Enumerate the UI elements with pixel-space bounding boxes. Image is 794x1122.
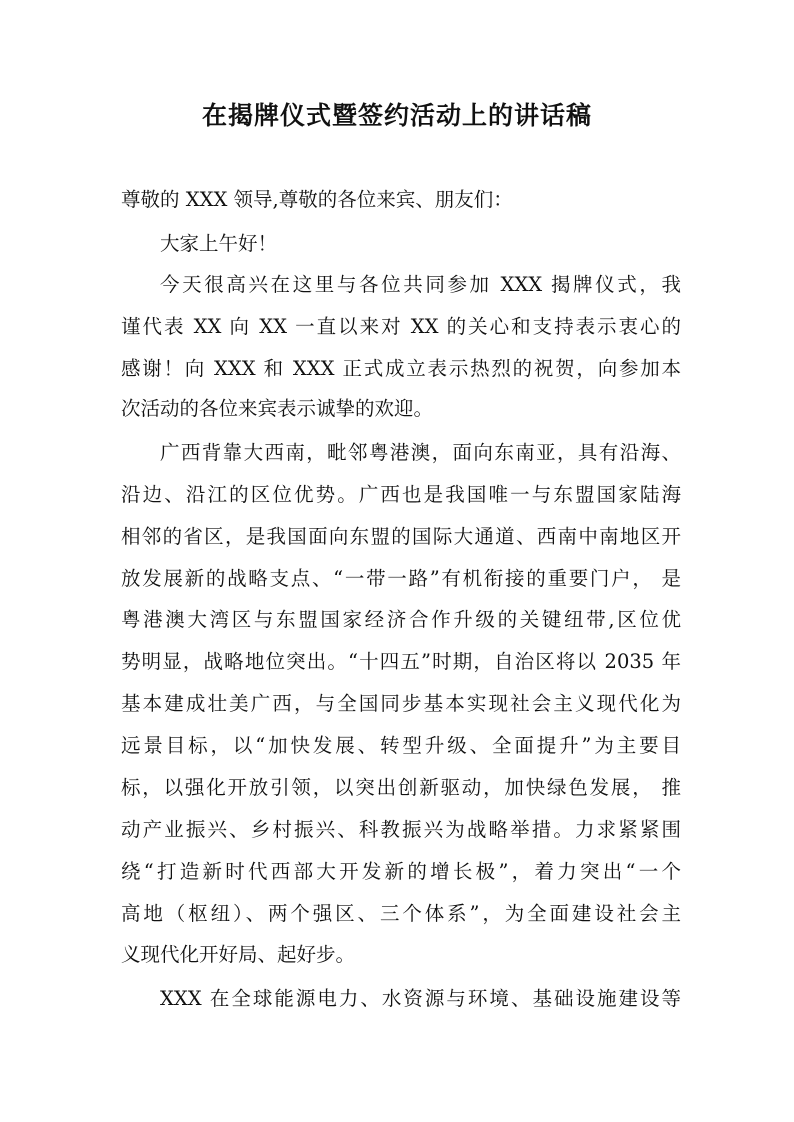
paragraph-2-line-7: 基本建成壮美广西，与全国同步基本实现社会主义现代化为 — [121, 692, 681, 715]
paragraph-2-line-3: 相邻的省区，是我国面向东盟的国际大通道、西南中南地区开 — [121, 525, 681, 548]
paragraph-1-line-2: 谨代表 XX 向 XX 一直以来对 XX 的关心和支持表示衷心的 — [121, 315, 681, 338]
paragraph-2-line-13: 义现代化开好局、起好步。 — [121, 943, 356, 966]
paragraph-2-line-4: 放发展新的战略支点、“一带一路”有机衔接的重要门户， 是 — [121, 567, 681, 590]
paragraph-2-line-5: 粤港澳大湾区与东盟国家经济合作升级的关键纽带,区位优 — [121, 608, 681, 631]
paragraph-1-line-1: 今天很高兴在这里与各位共同参加 XXX 揭牌仪式，我 — [160, 273, 681, 296]
paragraph-2-line-8: 远景目标，以“加快发展、转型升级、全面提升”为主要目 — [121, 734, 681, 757]
paragraph-2-line-12: 高地（枢纽）、两个强区、三个体系”，为全面建设社会主 — [121, 902, 681, 925]
paragraph-2-line-9: 标，以强化开放引领，以突出创新驱动，加快绿色发展， 推 — [121, 776, 681, 799]
paragraph-3-line-1: XXX 在全球能源电力、水资源与环境、基础设施建设等 — [160, 987, 681, 1010]
paragraph-2-line-6: 势明显，战略地位突出。“十四五”时期，自治区将以 2035 年 — [121, 650, 681, 673]
greeting-line: 大家上午好！ — [160, 232, 278, 255]
paragraph-2-line-11: 绕“打造新时代西部大开发新的增长极”，着力突出“一个 — [121, 860, 681, 883]
paragraph-2-line-2: 沿边、沿江的区位优势。广西也是我国唯一与东盟国家陆海 — [121, 483, 681, 506]
paragraph-2-line-10: 动产业振兴、乡村振兴、科教振兴为战略举措。力求紧紧围 — [121, 818, 681, 841]
paragraph-1-line-3: 感谢！向 XXX 和 XXX 正式成立表示热烈的祝贺，向参加本 — [121, 357, 681, 380]
document-title: 在揭牌仪式暨签约活动上的讲话稿 — [201, 101, 592, 130]
paragraph-1-line-4: 次活动的各位来宾表示诚挚的欢迎。 — [121, 397, 434, 420]
salutation-line: 尊敬的 XXX 领导,尊敬的各位来宾、朋友们： — [121, 188, 513, 211]
paragraph-2-line-1: 广西背靠大西南，毗邻粤港澳，面向东南亚，具有沿海、 — [160, 441, 681, 464]
